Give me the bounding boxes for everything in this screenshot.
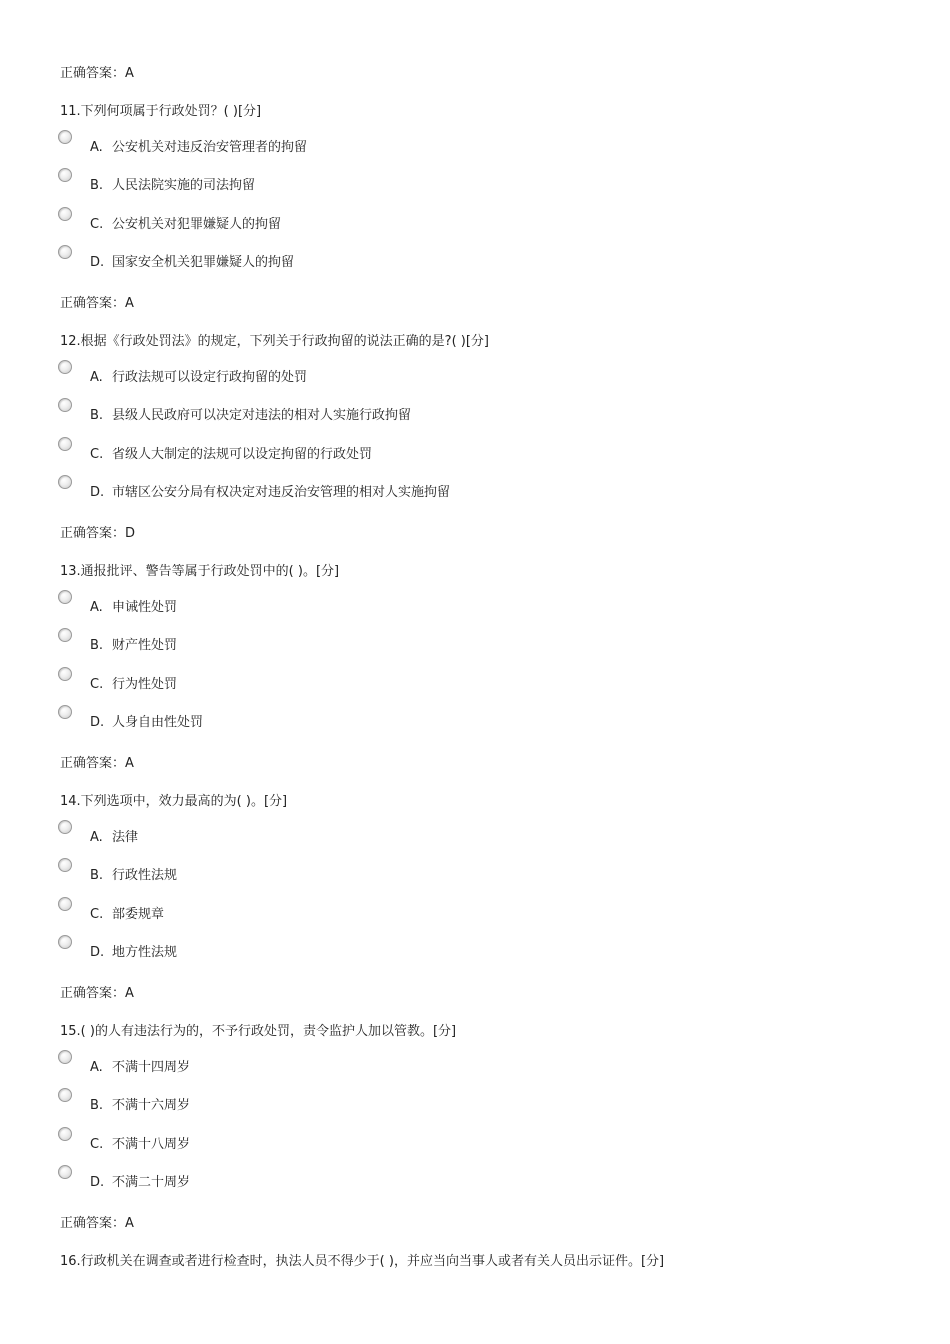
option-row[interactable] [58,935,758,965]
option-label [90,408,411,424]
option-label [90,715,203,731]
correct-answer [60,986,134,1002]
question-title: 13.通报批评、警告等属于行政处罚中的( )。[分] [60,564,340,579]
correct-answer-label: 正确答案： [60,296,126,311]
option-text: 市辖区公安分局有权决定对违反治安管理的相对人实施拘留 [112,484,451,500]
radio-button[interactable] [58,475,72,489]
option-letter: A. [90,370,103,385]
option-row[interactable] [58,398,758,428]
option-label [90,868,177,884]
option-row[interactable] [58,1127,758,1157]
option-letter: B. [90,868,104,884]
option-label [90,255,294,271]
option-letter: D. [90,484,105,500]
option-letter: A. [90,600,103,615]
radio-button[interactable] [58,858,72,872]
option-label [90,370,307,386]
correct-answer-value: A [125,1216,134,1231]
option-label [90,178,255,194]
radio-button[interactable] [58,590,72,604]
correct-answer [60,526,135,542]
question-title: 12.根据《行政处罚法》的规定，下列关于行政拘留的说法正确的是?( )[分] [60,334,489,349]
option-text: 部委规章 [112,906,165,922]
option-text: 不满十四周岁 [112,1060,191,1075]
correct-answer [60,756,134,772]
option-letter: C. [90,446,104,462]
option-letter: B. [90,638,104,654]
option-row[interactable] [58,207,758,237]
option-row[interactable] [58,1165,758,1195]
option-row[interactable] [58,628,758,658]
option-label [90,677,177,693]
option-text: 县级人民政府可以决定对违法的相对人实施行政拘留 [112,408,412,424]
correct-answer-value: A [125,66,134,81]
option-row[interactable] [58,667,758,697]
correct-answer [60,66,134,82]
radio-button[interactable] [58,628,72,642]
question-title: 14.下列选项中，效力最高的为( )。[分] [60,794,288,809]
question-title: 15.( )的人有违法行为的，不予行政处罚，责令监护人加以管教。[分] [60,1024,457,1039]
correct-answer-label: 正确答案： [60,986,126,1001]
option-row[interactable] [58,705,758,735]
correct-answer-label: 正确答案： [60,66,126,81]
radio-button[interactable] [58,437,72,451]
option-letter: A. [90,830,103,845]
option-row[interactable] [58,130,758,160]
option-text: 人身自由性处罚 [112,714,204,730]
option-text: 公安机关对犯罪嫌疑人的拘留 [112,216,282,232]
radio-button[interactable] [58,1050,72,1064]
option-text: 人民法院实施的司法拘留 [112,178,256,194]
radio-button[interactable] [58,1127,72,1141]
correct-answer-value: A [125,296,134,311]
option-text: 申诫性处罚 [112,600,178,615]
radio-button[interactable] [58,245,72,259]
correct-answer-label: 正确答案： [60,1216,126,1231]
option-label [90,217,281,233]
option-label [90,485,450,501]
radio-button[interactable] [58,130,72,144]
option-text: 财产性处罚 [112,638,178,654]
option-row[interactable] [58,360,758,390]
option-letter: D. [90,944,105,960]
question-title: 16.行政机关在调查或者进行检查时，执法人员不得少于( )，并应当向当事人或者有关人员出示证件。[分] [60,1254,665,1269]
option-text: 国家安全机关犯罪嫌疑人的拘留 [112,254,295,270]
question-title: 11.下列何项属于行政处罚？( )[分] [60,104,262,119]
option-row[interactable] [58,1088,758,1118]
option-label [90,140,307,156]
option-row[interactable] [58,475,758,505]
option-row[interactable] [58,858,758,888]
radio-button[interactable] [58,168,72,182]
radio-button[interactable] [58,207,72,221]
option-letter: D. [90,1174,105,1190]
radio-button[interactable] [58,360,72,374]
option-label [90,945,177,961]
option-row[interactable] [58,245,758,275]
option-text: 行政法规可以设定行政拘留的处罚 [112,370,308,385]
option-row[interactable] [58,897,758,927]
option-letter: B. [90,408,104,424]
option-label [90,1098,190,1114]
option-label [90,1175,190,1191]
option-text: 公安机关对违反治安管理者的拘留 [112,140,308,155]
option-label [90,1060,190,1076]
option-label [90,600,177,616]
option-letter: D. [90,254,105,270]
option-row[interactable] [58,590,758,620]
option-text: 法律 [112,830,139,845]
radio-button[interactable] [58,1088,72,1102]
option-text: 不满十八周岁 [112,1136,191,1152]
correct-answer [60,1216,134,1232]
radio-button[interactable] [58,897,72,911]
option-text: 行为性处罚 [112,676,178,692]
option-row[interactable] [58,1050,758,1080]
radio-button[interactable] [58,935,72,949]
option-label [90,830,138,846]
radio-button[interactable] [58,667,72,681]
option-letter: C. [90,216,104,232]
radio-button[interactable] [58,705,72,719]
option-label [90,1137,190,1153]
option-letter: A. [90,1060,103,1075]
correct-answer-value: A [125,756,134,771]
option-letter: D. [90,714,105,730]
option-letter: B. [90,178,104,194]
option-text: 行政性法规 [112,868,178,884]
option-letter: C. [90,1136,104,1152]
radio-button[interactable] [58,1165,72,1179]
option-text: 不满十六周岁 [112,1098,191,1114]
correct-answer-value: A [125,986,134,1001]
option-letter: B. [90,1098,104,1114]
option-row[interactable] [58,820,758,850]
radio-button[interactable] [58,398,72,412]
radio-button[interactable] [58,820,72,834]
option-label [90,907,164,923]
option-text: 地方性法规 [112,944,178,960]
option-letter: A. [90,140,103,155]
option-text: 省级人大制定的法规可以设定拘留的行政处罚 [112,446,373,462]
correct-answer-label: 正确答案： [60,756,126,771]
option-row[interactable] [58,168,758,198]
option-label [90,638,177,654]
correct-answer-label: 正确答案： [60,526,126,541]
option-letter: C. [90,906,104,922]
option-row[interactable] [58,437,758,467]
option-label [90,447,372,463]
option-text: 不满二十周岁 [112,1174,191,1190]
correct-answer-value: D [125,526,136,541]
option-letter: C. [90,676,104,692]
correct-answer [60,296,134,312]
